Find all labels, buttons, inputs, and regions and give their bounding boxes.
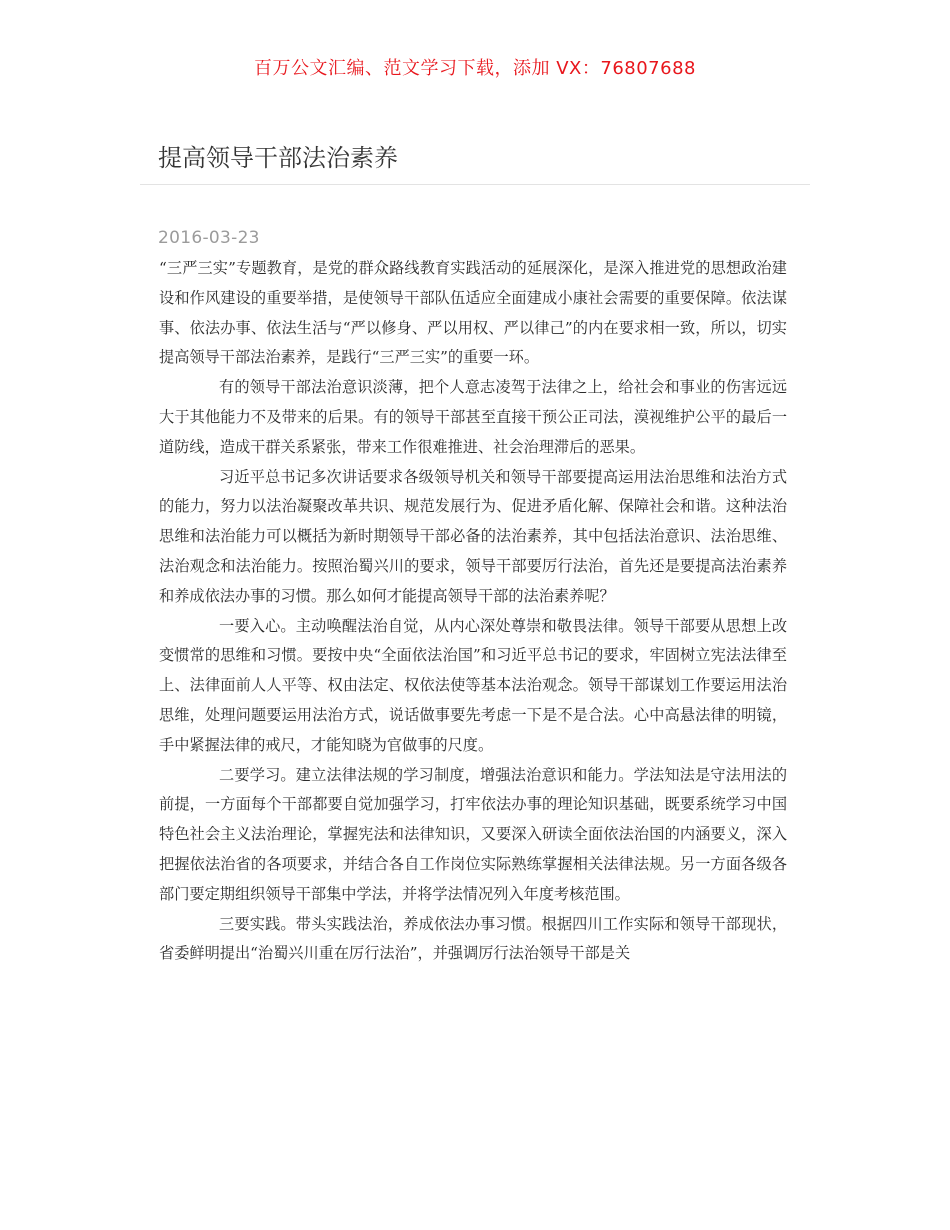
title-divider <box>140 184 810 185</box>
article-paragraph: 习近平总书记多次讲话要求各级领导机关和领导干部要提高运用法治思维和法治方式的能力，努力以法治凝聚改革共识、规范发展行为、促进矛盾化解、保障社会和谐。这种法治思维和法治能力可以概括为新时期领导干部必备的法治素养，其中包括法治意识、法治思维、法治观念和法治能力。按照治蜀兴川的要求，领导干部要厉行法治，首先还是要提高法治素养和养成依法办事的习惯。那么如何才能提高领导干部的法治素养呢？ <box>159 467 787 605</box>
promo-banner: 百万公文汇编、范文学习下载，添加 VX：76807688 <box>254 58 696 79</box>
article-paragraph: “三严三实”专题教育，是党的群众路线教育实践活动的延展深化，是深入推进党的思想政治建设和作风建设的重要举措，是使领导干部队伍适应全面建成小康社会需要的重要保障。依法谋事、依法办事、依法生活与“严以修身、严以用权、严以律己”的内在要求相一致，所以，切实提高领导干部法治素养，是践行“三严三实”的重要一环。 <box>159 259 787 367</box>
page-title: 提高领导干部法治素养 <box>158 144 398 172</box>
article-paragraph: 一要入心。主动唤醒法治自觉，从内心深处尊崇和敬畏法律。领导干部要从思想上改变惯常的思维和习惯。要按中央“全面依法治国”和习近平总书记的要求，牢固树立宪法法律至上、法律面前人人平等、权由法定、权依法使等基本法治观念。领导干部谋划工作要运用法治思维，处理问题要运用法治方式，说话做事要先考虑一下是不是合法。心中高悬法律的明镜，手中紧握法律的戒尺，才能知晓为官做事的尺度。 <box>159 616 787 754</box>
article-paragraph: 二要学习。建立法律法规的学习制度，增强法治意识和能力。学法知法是守法用法的前提，一方面每个干部都要自觉加强学习，打牢依法办事的理论知识基础，既要系统学习中国特色社会主义法治理论，掌握宪法和法律知识，又要深入研读全面依法治国的内涵要义，深入把握依法治省的各项要求，并结合各自工作岗位实际熟练掌握相关法律法规。另一方面各级各部门要定期组织领导干部集中学法，并将学法情况列入年度考核范围。 <box>159 765 787 903</box>
article-body <box>159 254 787 969</box>
article-paragraph: 三要实践。带头实践法治，养成依法办事习惯。根据四川工作实际和领导干部现状，省委鲜明提出“治蜀兴川重在厉行法治”，并强调厉行法治领导干部是关 <box>159 914 787 963</box>
article-paragraph: 有的领导干部法治意识淡薄，把个人意志凌驾于法律之上，给社会和事业的伤害远远大于其他能力不及带来的后果。有的领导干部甚至直接干预公正司法，漠视维护公平的最后一道防线，造成干群关系紧张，带来工作很难推进、社会治理滞后的恶果。 <box>159 378 787 456</box>
publish-date: 2016-03-23 <box>158 228 260 248</box>
